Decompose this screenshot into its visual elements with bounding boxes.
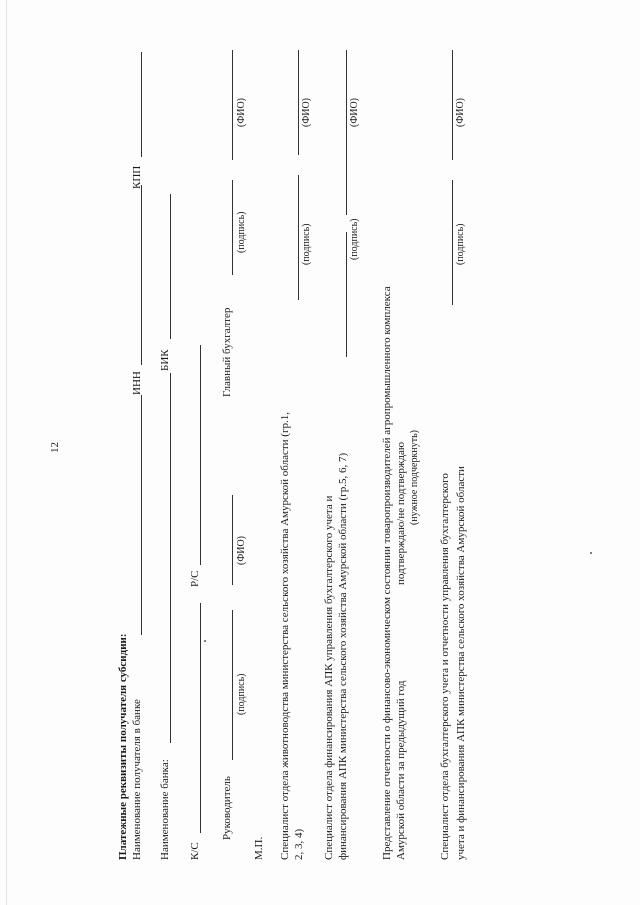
livestock-signature-line — [298, 175, 299, 300]
accounting-specialist-line2: учета и финансирования АПК министерства сельского хозяйства Амурской области — [455, 466, 467, 860]
bank-name-label: Наименование банка: — [159, 759, 171, 860]
accountant-signature-line — [232, 180, 233, 275]
livestock-specialist-line1: Специалист отдела животноводства министерства сельского хозяйства Амурской области (гр.1, — [279, 412, 291, 860]
accounting-signature-caption: (подпись) — [455, 223, 466, 265]
payment-details-header: Платежные реквизиты получателя субсидии: — [117, 633, 129, 860]
finance-signature-caption: (подпись) — [349, 218, 360, 260]
reporting-confirm: подтверждаю/не подтверждаю — [395, 441, 407, 585]
kpp-label: КПП — [131, 165, 143, 189]
recipient-name-label: Наименование получателя в банке — [131, 699, 143, 860]
page-number: 12 — [49, 442, 61, 453]
inn-label: ИНН — [131, 371, 143, 395]
finance-specialist-line2: финансирования АПК министерства сельского хозяйства Амурской области (гр.5, 6, 7) — [337, 452, 349, 860]
head-label: Руководитель — [221, 776, 233, 840]
accountant-signature-caption: (подпись) — [236, 211, 247, 253]
recipient-name-line — [141, 395, 142, 635]
bik-line — [170, 194, 171, 339]
livestock-specialist-line2: 2, 3, 4) — [293, 828, 305, 860]
chief-accountant-label: Главный бухгалтер — [221, 307, 233, 397]
rs-line — [200, 345, 201, 565]
bank-name-line — [170, 373, 171, 743]
reporting-line2: Амурской области за предыдущий год — [395, 680, 407, 860]
livestock-fio-line — [298, 50, 299, 155]
finance-fio-line — [346, 50, 347, 215]
ks-label: К/С — [189, 842, 201, 860]
accountant-fio-line — [232, 50, 233, 160]
reporting-line1: Представление отчетности о финансово-экономическом состоянии товаропроизводителей агропромышленного комплекса — [381, 286, 393, 860]
head-fio-line — [232, 495, 233, 585]
accounting-fio-line — [452, 50, 453, 160]
accounting-specialist-line1: Специалист отдела бухгалтерского учета и отчетности управления бухгалтерского — [439, 473, 451, 860]
livestock-fio-caption: (ФИО) — [301, 97, 312, 127]
accounting-fio-caption: (ФИО) — [455, 97, 466, 127]
finance-specialist-line1: Специалист отдела финансирования АПК управления бухгалтерского учета и — [323, 495, 335, 860]
finance-fio-caption: (ФИО) — [349, 97, 360, 127]
head-signature-caption: (подпись) — [236, 673, 247, 715]
inn-line — [141, 185, 142, 365]
head-fio-caption: (ФИО) — [236, 535, 247, 565]
ks-line — [200, 603, 201, 833]
accountant-fio-caption: (ФИО) — [236, 97, 247, 127]
finance-signature-line — [346, 232, 347, 357]
livestock-signature-caption: (подпись) — [301, 223, 312, 265]
accounting-signature-line — [452, 180, 453, 305]
seal-label: М.П. — [253, 836, 265, 860]
bik-label: БИК — [159, 349, 171, 371]
head-signature-line — [232, 610, 233, 760]
reporting-underline-note: (нужное подчеркнуть) — [409, 430, 420, 525]
kpp-line — [141, 52, 142, 157]
rs-label: Р/С — [189, 570, 201, 587]
